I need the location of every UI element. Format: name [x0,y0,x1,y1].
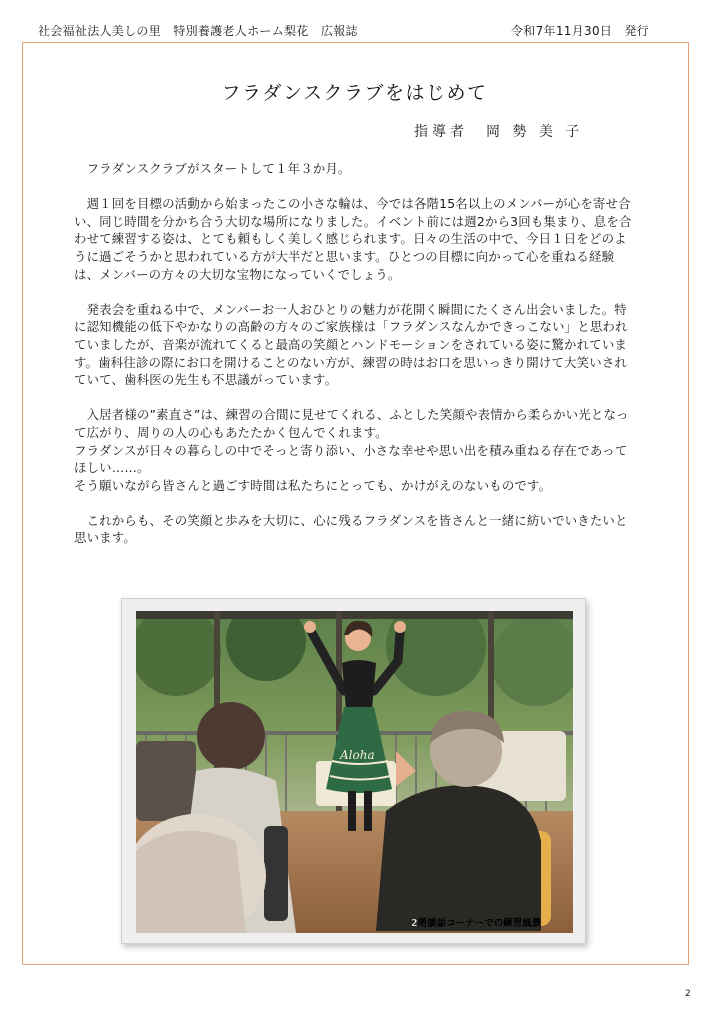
paragraph-wish: そう願いながら皆さんと過ごす時間は私たちにとっても、かけがえのないものです。 [74,477,552,493]
article-body [74,160,636,565]
newsletter-header-left: 社会福祉法人美しの里 特別養護老人ホーム梨花 広報誌 [38,24,358,38]
paragraph-recitals: 発表会を重ねる中で、メンバーお一人おひとりの魅力が花開く瞬間にたくさん出会いました。特に認知機能の低下やかなりの高齢の方々のご家族様は「フラダンスなんかできっこない」と思われていましたが、音楽が流れてくると最高の笑顔とハンドモーションをされている姿に驚かれています。歯科往診の際にお口を開けることのない方が、練習の時はお口を思いっきり開けて大笑いされていて、歯科医の先生も不思議がっています。 [74,301,628,388]
paragraph-hope: フラダンスが日々の暮らしの中でそっと寄り添い、小さな幸せや思い出を積み重ねる存在であってほしい……。 [74,442,628,476]
article-title: フラダンスクラブをはじめて [221,82,488,104]
photo-frame [121,598,586,944]
article-author: 指導者 岡 勢 美 子 [414,124,584,140]
photo-caption: 2階談話コーナーでの練習風景 [411,918,542,929]
paragraph-sunaosa: 入居者様の”素直さ”は、練習の合間に見せてくれる、ふとした笑顔や表情から柔らかい光となって広がり、周りの人の心もあたたかく包んでくれます。 [74,407,629,440]
paragraph-activity: 週１回を目標の活動から始まったこの小さな輪は、今では各階15名以上のメンバーが心を寄せ合い、同じ時間を分かち合う大切な場所になりました。イベント前には週2から3回も集まり、息を合わせて練習する姿は、とても頼もしく美しく感じられます。日々の生活の中で、今日１日をどのように過ごそうかと思われている方が大半だと思います。ひとつの目標に向かって心を重ねる経験は、メンバーの方々の大切な宝物になっていくでしょう。 [74,196,632,282]
practice-photo [136,611,573,933]
page-number: 2 [685,989,691,999]
skirt-print: Aloha [340,748,375,762]
paragraph-intro: フラダンスクラブがスタートして１年３か月。 [74,161,351,176]
paragraph-closing: これからも、その笑顔と歩みを大切に、心に残るフラダンスを皆さんと一緒に紡いでいきたいと思います。 [74,512,628,546]
issue-date: 令和7年11月30日 発行 [511,24,650,38]
